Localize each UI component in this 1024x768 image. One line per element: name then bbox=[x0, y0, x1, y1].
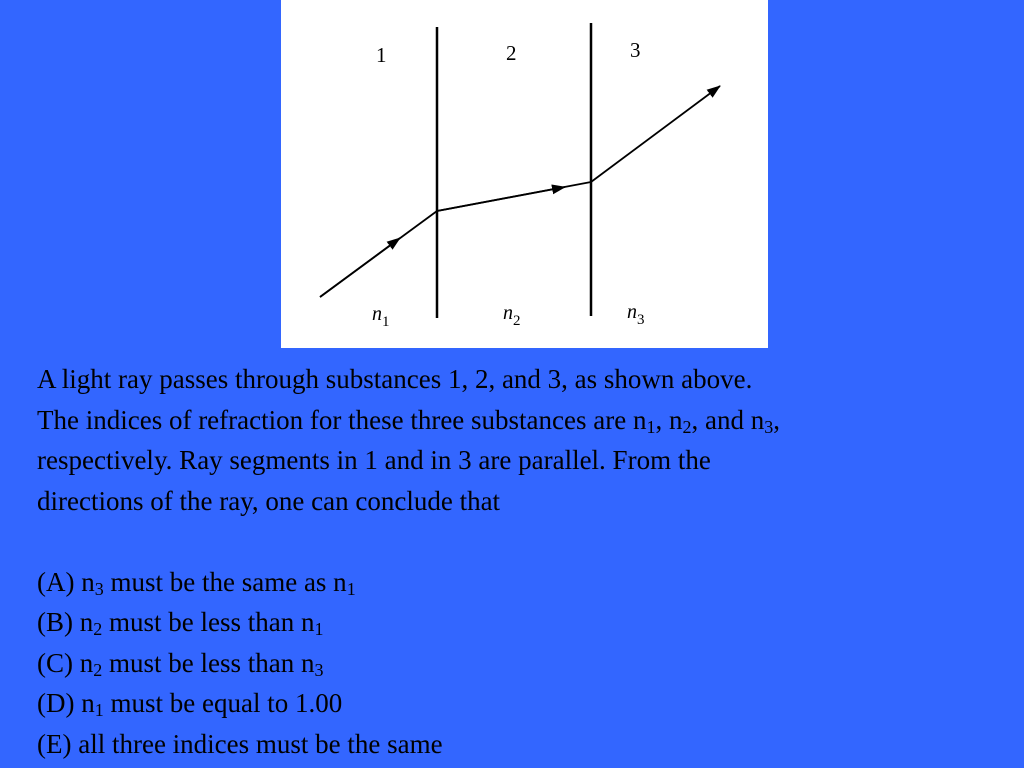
refraction-diagram-svg bbox=[281, 0, 768, 348]
ray-arrow-2 bbox=[437, 187, 565, 211]
choice-d[interactable]: (D) $n_1$ must be equal to 1.00 bbox=[37, 688, 343, 720]
region-label-2: 2 bbox=[506, 41, 517, 65]
choice-c[interactable]: (C) $n_2$ must be less than $n_3$ bbox=[37, 647, 324, 680]
ray-segment-3 bbox=[591, 86, 720, 182]
ray-arrow-1 bbox=[320, 238, 400, 297]
choice-e[interactable]: (E) all three indices must be the same bbox=[37, 728, 443, 759]
question-line-1: A light ray passes through substances 1, 2, and 3, as shown above. bbox=[37, 364, 753, 394]
choice-a[interactable]: (A) $n_3$ must be the same as $n_1$ bbox=[37, 566, 356, 599]
answer-choices bbox=[37, 562, 1007, 765]
index-label-n3: $n_3$ bbox=[627, 301, 645, 328]
question-line-4: directions of the ray, one can conclude that bbox=[37, 485, 501, 516]
question-line-3: respectively. Ray segments in 1 and in 3 are parallel. From the bbox=[37, 445, 711, 475]
region-label-3: 3 bbox=[630, 38, 641, 62]
refraction-diagram bbox=[281, 0, 768, 348]
index-label-n2: $n_2$ bbox=[503, 302, 521, 329]
region-label-1: 1 bbox=[376, 43, 387, 67]
question-line-2: The indices of refraction for these three substances are $n_1$, $n_2$, and $n_3$, bbox=[37, 404, 780, 437]
choice-b[interactable]: (B) $n_2$ must be less than $n_1$ bbox=[37, 607, 324, 639]
question-block bbox=[37, 359, 1007, 764]
index-label-n1: $n_1$ bbox=[372, 303, 390, 330]
